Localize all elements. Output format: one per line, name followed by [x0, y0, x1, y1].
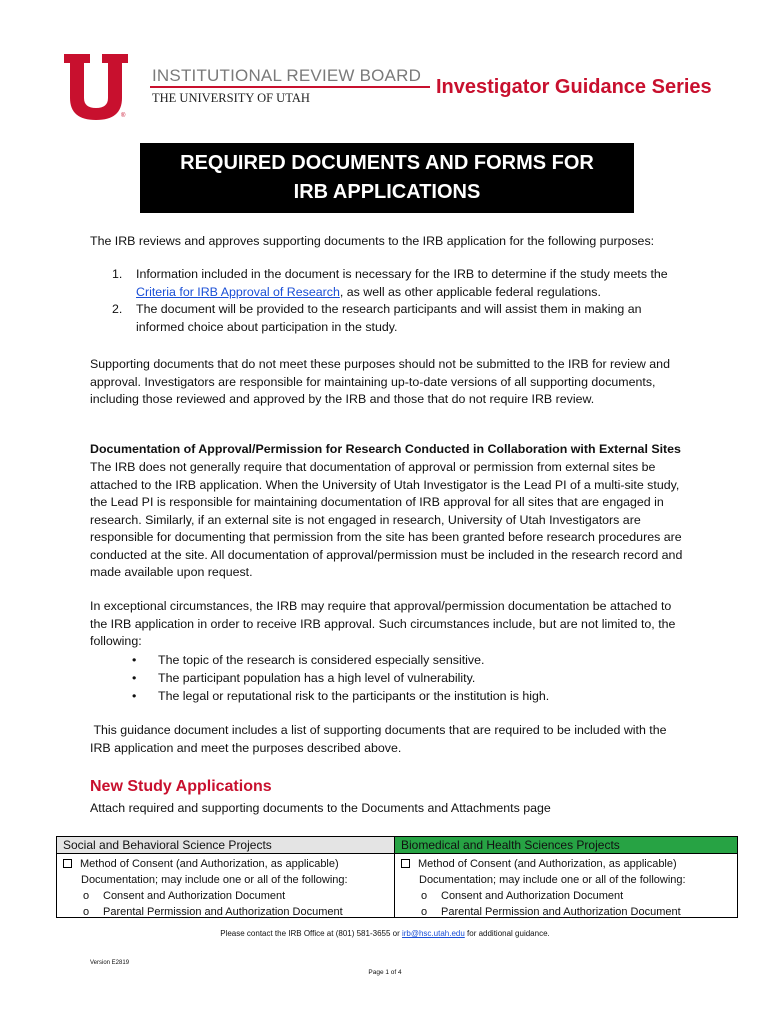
intro-paragraph: The IRB reviews and approves supporting documents to the IRB application for the following purposes:	[90, 234, 655, 248]
biomedical-column: Biomedical and Health Sciences Projects Method of Consent (and Authorization, as applicable) Documentation; may include one or all of the following: o Consent and Authorization Document o Parental Permission and Authorization Document	[395, 837, 737, 917]
version-label: Version E2819	[90, 960, 130, 966]
list-item-text: The document will be provided to the research participants and will assist them in making an informed choice about participation in the study.	[136, 302, 642, 334]
attach-instruction: Attach required and supporting documents to the Documents and Attachments page	[90, 801, 551, 815]
documents-table	[56, 836, 738, 918]
list-item	[112, 266, 692, 301]
title-line-2: IRB APPLICATIONS	[293, 181, 481, 203]
exceptional-bullets	[132, 651, 549, 705]
checkbox-icon[interactable]	[401, 859, 410, 868]
list-item: • The participant population has a high level of vulnerability.	[132, 671, 476, 685]
registered-mark: ®	[121, 113, 126, 119]
list-item: o Parental Permission and Authorization Document	[421, 906, 681, 918]
list-item: o Consent and Authorization Document	[421, 890, 624, 902]
guidance-paragraph: This guidance document includes a list of supporting documents that are required to be included with the IRB application and meet the purposes described above.	[90, 723, 667, 755]
column-header: Social and Behavioral Science Projects	[57, 837, 394, 854]
series-title: Investigator Guidance Series	[436, 76, 712, 98]
email-link[interactable]: irb@hsc.utah.edu	[401, 929, 465, 938]
list-item: o Parental Permission and Authorization Document	[83, 906, 343, 918]
checklist-item: Method of Consent (and Authorization, as applicable)	[63, 856, 388, 872]
document-title	[140, 143, 634, 213]
column-header: Biomedical and Health Sciences Projects	[395, 837, 737, 854]
university-of-utah-logo	[64, 54, 128, 120]
checklist-item: Method of Consent (and Authorization, as applicable)	[401, 856, 731, 872]
new-study-heading: New Study Applications	[90, 778, 272, 795]
list-number: 2.	[112, 302, 123, 316]
list-item: • The topic of the research is considered especially sensitive.	[132, 653, 485, 667]
header-rule	[150, 86, 430, 88]
list-item	[112, 301, 692, 336]
contact-line: Please contact the IRB Office at (801) 581-3655 or irb@hsc.utah.edu for additional guidance.	[220, 929, 550, 938]
university-name: THE UNIVERSITY OF UTAH	[152, 91, 310, 105]
list-item-text: Information included in the document is necessary for the IRB to determine if the study meets the Criteria for IRB Approval of Research, as well as other applicable federal regulations.	[136, 267, 668, 299]
institution-name: INSTITUTIONAL REVIEW BOARD	[152, 66, 422, 85]
exceptional-paragraph: In exceptional circumstances, the IRB may require that approval/permission documentation be attached to the IRB application in order to receive IRB approval. Such circumstances include, but are not limited to, the following:	[90, 599, 676, 648]
supporting-paragraph: Supporting documents that do not meet these purposes should not be submitted to the IRB for review and approval. Investigators are responsible for maintaining up-to-date versions of all supporting documents, including those reviewed and approved by the IRB and those that do not require IRB review.	[90, 357, 670, 406]
list-item: o Consent and Authorization Document	[83, 890, 286, 902]
list-number: 1.	[112, 267, 123, 281]
title-line-1: REQUIRED DOCUMENTS AND FORMS FOR	[180, 152, 594, 174]
purposes-list	[112, 266, 692, 336]
page-number: Page 1 of 4	[368, 969, 402, 976]
list-item: • The legal or reputational risk to the participants or the institution is high.	[132, 689, 550, 703]
criteria-link[interactable]: Criteria for IRB Approval of Research	[136, 284, 340, 299]
collab-paragraph: The IRB does not generally require that documentation of approval or permission from external sites be attached to the IRB application. When the University of Utah Investigator is the Lead PI of a multi-site study, the Lead PI is responsible for maintaining documentation of IRB approval for all sites that are engaged in research. Similarly, if an external site is not engaged in research, University of Utah Investigators are responsible for documenting that permission from the site has been granted before research procedures are conducted at the site. All documentation of approval/permission must be included in the research record and made available upon request.	[90, 460, 683, 579]
social-behavioral-column: Social and Behavioral Science Projects Method of Consent (and Authorization, as applicable) Documentation; may include one or all of the following: o Consent and Authorization Document o Parental Permission and Authorization Document	[57, 837, 395, 917]
collab-heading: Documentation of Approval/Permission for Research Conducted in Collaboration with External Sites	[90, 442, 681, 456]
checkbox-icon[interactable]	[63, 859, 72, 868]
